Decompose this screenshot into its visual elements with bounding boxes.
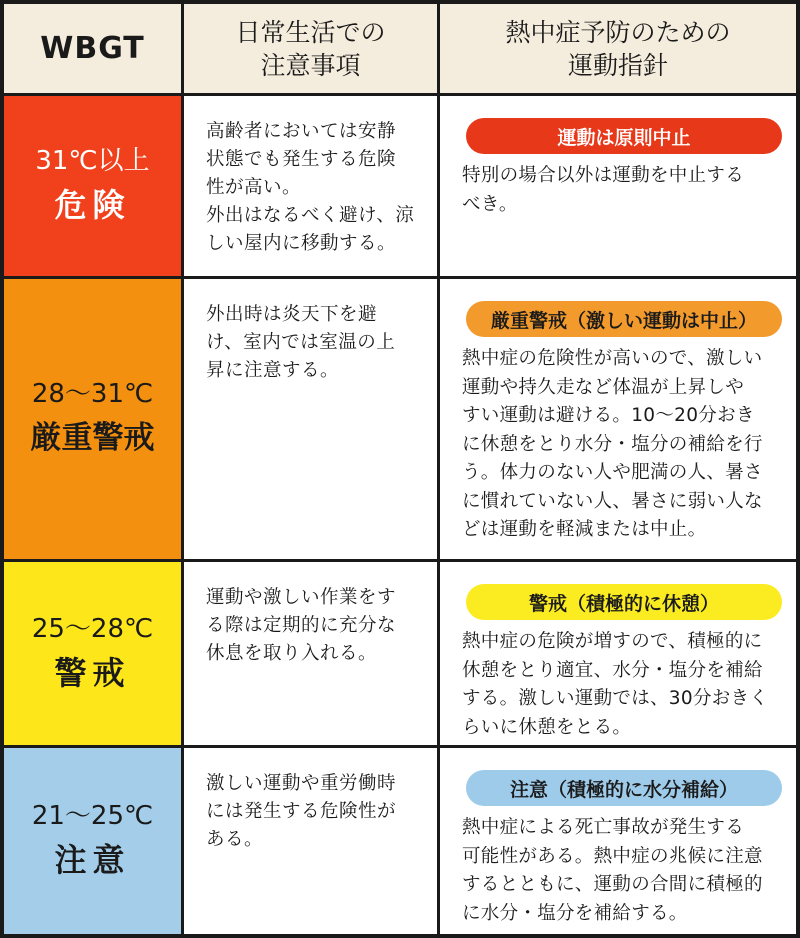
header-wbgt (4, 4, 184, 93)
temp-range: 21〜25℃ (31, 801, 154, 831)
level-cell-warning (4, 562, 184, 745)
guide-line: う。体力のない人や肥満の人、暑さ (462, 462, 763, 483)
exercise-guide (440, 154, 796, 219)
guide-line: べき。 (462, 193, 518, 215)
guide-line: 熱中症による死亡事故が発生する (462, 817, 745, 838)
daily-notes-cell (184, 562, 440, 745)
table-row-warning (4, 562, 796, 748)
guide-line: 可能性がある。熱中症の兆候に注意 (462, 845, 763, 867)
guideline-badge: 注意（積極的に水分補給） (466, 770, 782, 806)
level-label: 危険 (54, 186, 131, 224)
level-cell-caution (4, 748, 184, 934)
note-line: 外出時は炎天下を避 (206, 304, 378, 325)
daily-notes (184, 96, 437, 258)
daily-notes-cell (184, 96, 440, 276)
exercise-guide (440, 620, 796, 742)
daily-notes (184, 748, 437, 854)
exercise-guide-cell (440, 562, 796, 745)
note-line: 外出はなるべく避け、涼 (206, 205, 415, 226)
note-line: には発生する危険性が (206, 801, 397, 822)
note-line: 休息を取り入れる。 (206, 643, 378, 664)
note-line: る際は定期的に充分な (206, 615, 397, 636)
note-line: しい屋内に移動する。 (206, 233, 397, 254)
daily-notes-cell (184, 279, 440, 559)
level-cell-danger (4, 96, 184, 276)
header-daily-life-line2: 注意事項 (260, 50, 361, 80)
note-line: 高齢者においては安静 (206, 121, 397, 142)
daily-notes (184, 279, 437, 385)
note-line: 運動や激しい作業をす (206, 587, 397, 608)
guide-line: どは運動を軽減または中止。 (462, 519, 707, 540)
temp-range: 31℃以上 (35, 146, 150, 176)
table-row-caution (4, 748, 796, 934)
note-line: 激しい運動や重労働時 (206, 773, 397, 794)
guide-line: 特別の場合以外は運動を中止する (462, 165, 745, 186)
guide-line: に休憩をとり水分・塩分の補給を行 (462, 433, 763, 455)
note-line: 状態でも発生する危険 (206, 149, 397, 170)
header-daily-life-line1: 日常生活での (235, 17, 386, 47)
guide-line: 休憩をとり適宜、水分・塩分を補給 (462, 659, 763, 681)
header-exercise-line2: 運動指針 (567, 50, 668, 80)
guide-line: 熱中症の危険が増すので、積極的に (462, 631, 763, 652)
note-line: ある。 (206, 829, 264, 850)
guide-line: 熱中症の危険性が高いので、激しい (462, 348, 763, 369)
table-row-severe-warning (4, 279, 796, 562)
note-line: け、室内では室温の上 (206, 332, 396, 353)
guide-line: に水分・塩分を補給する。 (462, 902, 688, 924)
note-line: 昇に注意する。 (206, 360, 340, 381)
level-label: 厳重警戒 (30, 420, 155, 456)
header-daily-life (184, 4, 440, 93)
note-line: 性が高い。 (206, 177, 302, 198)
guide-line: 運動や持久走など体温が上昇しや (462, 376, 745, 398)
daily-notes (184, 562, 437, 668)
exercise-guide-cell (440, 279, 796, 559)
exercise-guide-cell (440, 96, 796, 276)
guide-line: するとともに、運動の合間に積極的 (462, 874, 763, 895)
level-cell-severe-warning (4, 279, 184, 559)
header-wbgt-label: WBGT (40, 31, 145, 66)
temp-range: 25〜28℃ (31, 613, 154, 644)
guide-line: に慣れていない人、暑さに弱い人な (462, 490, 763, 512)
guide-line: らいに休憩をとる。 (462, 716, 632, 738)
header-exercise-line1: 熱中症予防のための (505, 17, 731, 47)
header-exercise-guideline (440, 4, 796, 93)
exercise-guide-cell (440, 748, 796, 934)
table-row-danger (4, 96, 796, 279)
daily-notes-cell (184, 748, 440, 934)
exercise-guide (440, 337, 796, 545)
level-label: 注意 (54, 841, 131, 879)
temp-range: 28〜31℃ (31, 379, 154, 409)
guide-line: すい運動は避ける。10〜20分おき (462, 405, 755, 426)
guideline-badge: 警戒（積極的に休憩） (466, 584, 782, 620)
guide-line: する。激しい運動では、30分おきく (462, 688, 769, 709)
header-row (4, 4, 796, 96)
guideline-badge: 運動は原則中止 (466, 118, 782, 154)
level-label: 警戒 (54, 653, 131, 692)
exercise-guide (440, 806, 796, 928)
guideline-badge: 厳重警戒（激しい運動は中止） (466, 301, 782, 337)
